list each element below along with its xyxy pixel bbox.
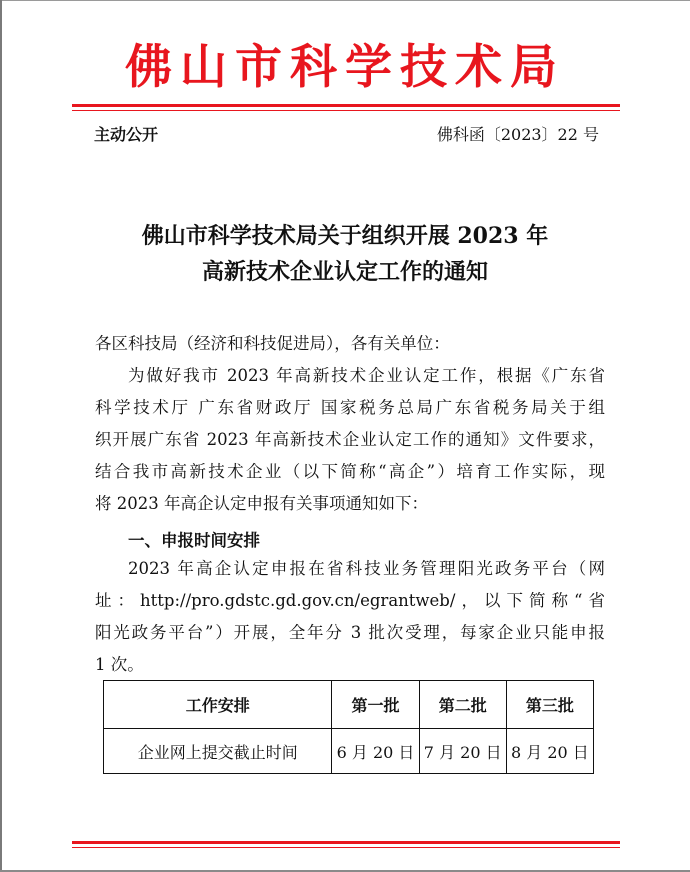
table-header-row [104,681,594,729]
footer-red-rule-thick [72,841,620,844]
header-red-rule-thin [72,110,620,111]
table-header-cell: 第一批 [332,681,419,729]
paragraph-line: 科学技术厅 广东省财政厅 国家税务总局广东省税务局关于组 [95,398,605,417]
page-top-border [0,0,690,1]
paragraph-line: 为做好我市 2023 年高新技术企业认定工作，根据《广东省 [128,366,605,385]
table-header-cell: 第二批 [419,681,506,729]
table-cell: 6 月 20 日 [332,729,419,774]
schedule-table [103,680,594,774]
paragraph-line: 1 次。 [95,655,144,674]
table-cell: 企业网上提交截止时间 [104,729,332,774]
footer-red-rule-thin [72,847,620,848]
paragraph-line: 将 2023 年高企认定申报有关事项通知如下： [95,494,428,513]
table-header-cell: 第三批 [506,681,593,729]
document-title-line-1: 佛山市科学技术局关于组织开展 2023 年 [141,223,549,249]
section-heading: 一、申报时间安排 [128,531,260,550]
salutation: 各区科技局（经济和科技促进局），各有关单位： [95,334,450,353]
document-title-line-2: 高新技术企业认定工作的通知 [201,259,488,285]
paragraph-line: 2023 年高企认定申报在省科技业务管理阳光政务平台（网 [128,559,605,578]
paragraph-line: 结合我市高新技术企业（以下简称“高企”）培育工作实际，现 [95,462,605,481]
disclosure-label: 主动公开 [94,125,159,144]
issuing-org-title: 佛山市科学技术局 [125,40,565,95]
paragraph-line: 阳光政务平台”）开展，全年分 3 批次受理，每家企业只能申报 [95,623,605,642]
table-cell: 7 月 20 日 [419,729,506,774]
document-number: 佛科函〔2023〕22 号 [436,125,599,144]
table-header-cell: 工作安排 [104,681,332,729]
page-left-border [0,0,2,872]
header-red-rule-thick [72,104,620,107]
table-cell: 8 月 20 日 [506,729,593,774]
paragraph-line: 织开展广东省 2023 年高新技术企业认定工作的通知》文件要求， [95,430,605,449]
table-row [104,729,594,774]
paragraph-line: 址：http://pro.gdstc.gd.gov.cn/egrantweb/，以下简称“省 [95,591,605,610]
